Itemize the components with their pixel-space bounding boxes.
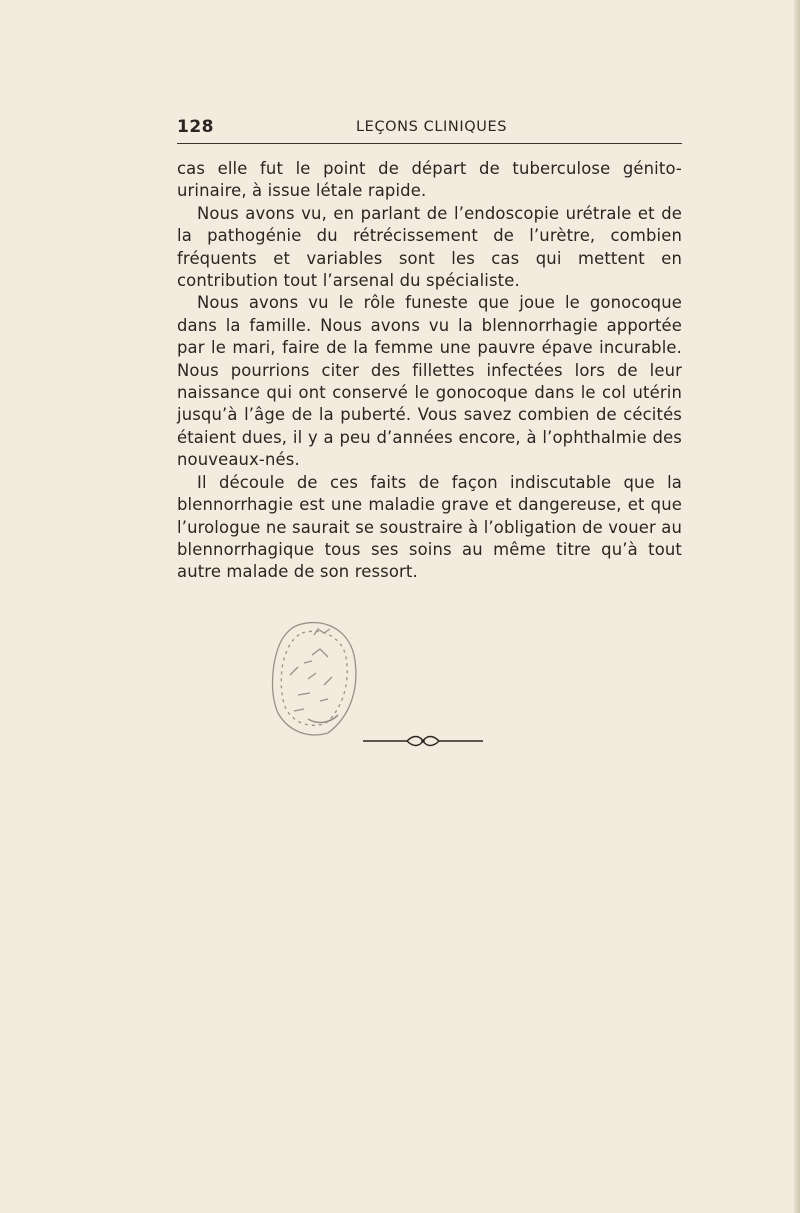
header-rule [177,143,682,144]
library-stamp-icon [268,615,364,741]
running-title: LEÇONS CLINIQUES [356,119,508,135]
paragraph: Il découle de ces faits de façon indiscutable que la blennorrhagie est une maladie grave et dangereuse, et que l’urologue ne saurait se soustraire à l’obligation de vouer au blennorrhagique tous ses soins au même titre qu’à tout autre malade de son ressort. [177,472,682,582]
page-number: 128 [177,117,214,137]
page-header [177,117,682,139]
paragraph: Nous avons vu, en parlant de l’endoscopie urétrale et de la pathogénie du rétrécissement de l’urètre, combien fréquents et variables sont les cas qui mettent en contribution tout l’arsenal du spécialiste. [177,203,682,291]
page-edge [794,0,800,1213]
paragraph: Nous avons vu le rôle funeste que joue le gonocoque dans la famille. Nous avons vu la blennorrhagie apportée par le mari, faire de la femme une pauvre épave incurable. Nous pourrions citer des fillettes infectées lors de leur naissance qui ont conservé le gonocoque dans le col utérin jusqu’à l’âge de la puberté. Vous savez combien de cécités étaient dues, il y a peu d’années encore, à l’ophthalmie des nouveaux-nés. [177,293,682,470]
body-text [177,158,682,584]
paragraph: cas elle fut le point de départ de tuberculose génito-urinaire, à issue létale rapide. [177,159,682,201]
tailpiece-ornament-icon [363,733,483,749]
